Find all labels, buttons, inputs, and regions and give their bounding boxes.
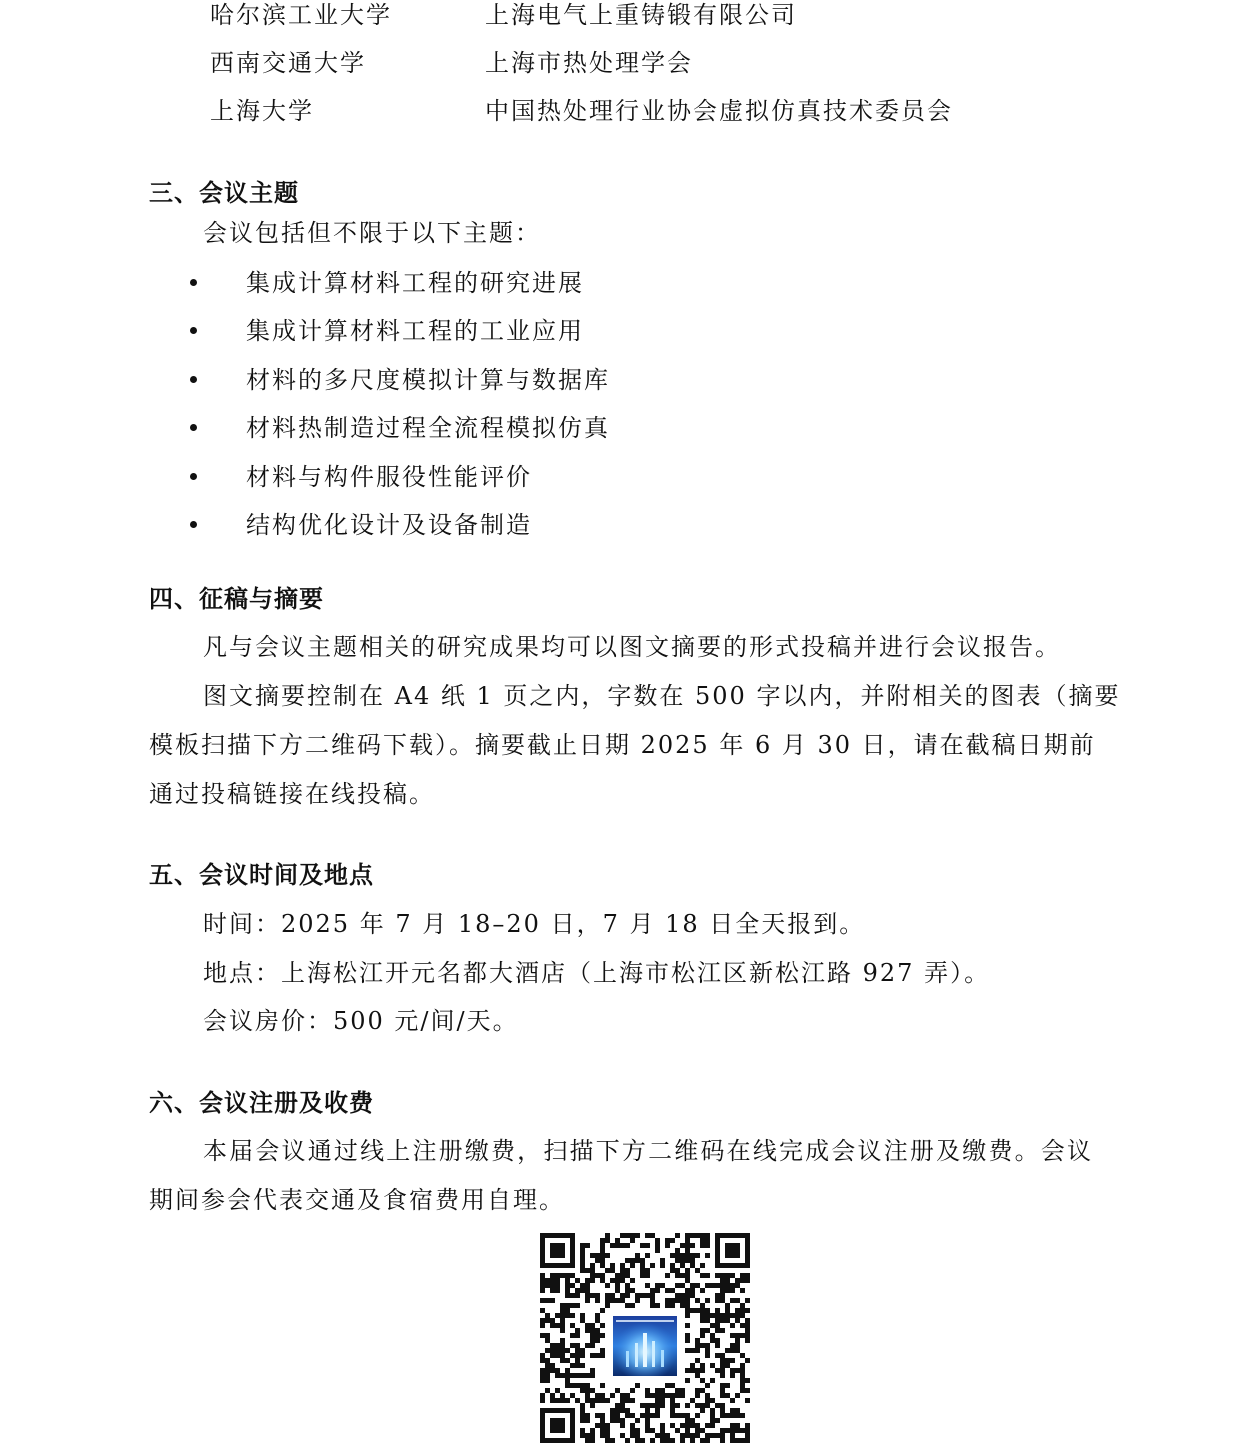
organizer-left: 上海大学 (210, 97, 314, 125)
bullet-icon (190, 473, 197, 480)
qr-center-logo-icon (610, 1313, 680, 1379)
abstract-line: 图文摘要控制在 A4 纸 1 页之内，字数在 500 字以内，并附相关的图表（摘要 (203, 682, 1121, 710)
organizer-right: 上海电气上重铸锻有限公司 (485, 1, 797, 29)
organizer-right: 上海市热处理学会 (485, 49, 693, 77)
registration-line: 本届会议通过线上注册缴费，扫描下方二维码在线完成会议注册及缴费。会议 (203, 1137, 1093, 1165)
topic-text: 材料与构件服役性能评价 (246, 463, 532, 491)
organizer-row (210, 48, 693, 78)
topic-text: 材料热制造过程全流程模拟仿真 (246, 414, 610, 442)
abstract-line: 模板扫描下方二维码下载）。摘要截止日期 2025 年 6 月 30 日，请在截稿日期前 (149, 731, 1096, 759)
organizer-row (210, 96, 953, 126)
topics-intro: 会议包括但不限于以下主题： (203, 219, 541, 247)
bullet-icon (190, 521, 197, 528)
meeting-place: 地点：上海松江开元名都大酒店（上海市松江区新松江路 927 弄）。 (203, 959, 991, 987)
organizer-right: 中国热处理行业协会虚拟仿真技术委员会 (485, 97, 953, 125)
section-heading-submission: 四、征稿与摘要 (149, 585, 324, 613)
bullet-icon (190, 279, 197, 286)
registration-line: 期间参会代表交通及食宿费用自理。 (149, 1186, 565, 1214)
topic-text: 集成计算材料工程的研究进展 (246, 269, 584, 297)
abstract-line: 通过投稿链接在线投稿。 (149, 780, 435, 808)
topic-text: 材料的多尺度模拟计算与数据库 (246, 366, 610, 394)
qr-finder-bottom-left (540, 1408, 575, 1443)
qr-finder-top-left (540, 1233, 575, 1268)
organizer-left: 哈尔滨工业大学 (210, 1, 392, 29)
room-price: 会议房价：500 元/间/天。 (203, 1007, 519, 1035)
topic-text: 集成计算材料工程的工业应用 (246, 317, 584, 345)
qr-finder-top-right (715, 1233, 750, 1268)
section-heading-time-place: 五、会议时间及地点 (149, 861, 374, 889)
organizer-left: 西南交通大学 (210, 49, 366, 77)
section-heading-registration: 六、会议注册及收费 (149, 1089, 374, 1117)
meeting-time: 时间：2025 年 7 月 18–20 日，7 月 18 日全天报到。 (203, 910, 866, 938)
registration-qr-code[interactable] (540, 1233, 750, 1443)
bullet-icon (190, 424, 197, 431)
submission-paragraph: 凡与会议主题相关的研究成果均可以图文摘要的形式投稿并进行会议报告。 (203, 633, 1061, 661)
bullet-icon (190, 376, 197, 383)
bullet-icon (190, 327, 197, 334)
topic-text: 结构优化设计及设备制造 (246, 511, 532, 539)
organizer-row (210, 0, 797, 30)
section-heading-topics: 三、会议主题 (149, 179, 299, 207)
